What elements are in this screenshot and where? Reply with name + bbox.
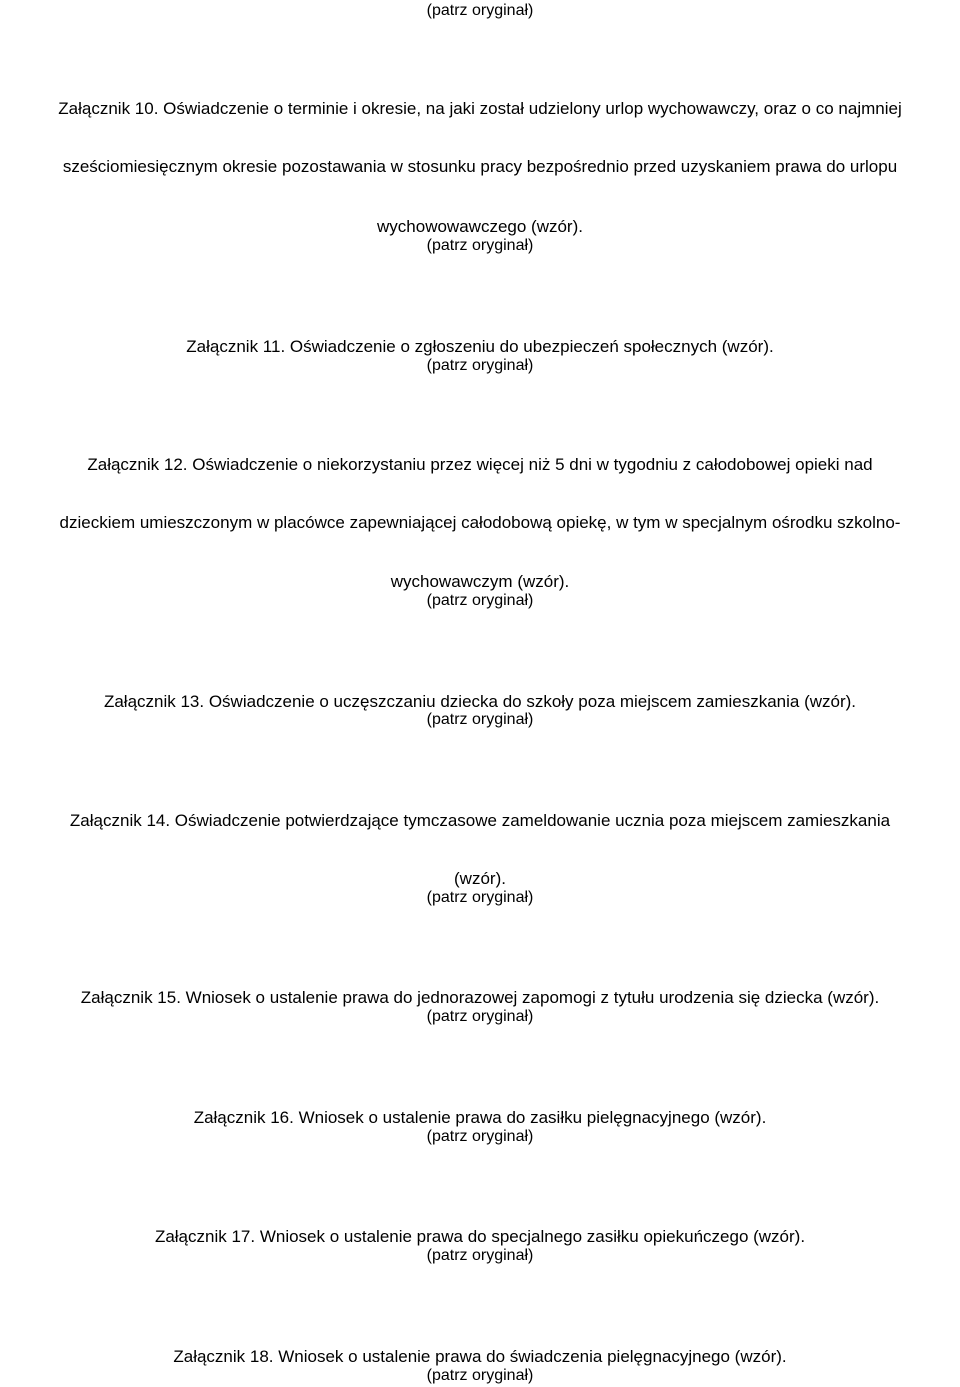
annex-12-line-2: dzieckiem umieszczonym w placówce zapewniającej całodobową opiekę, w tym w specjalnym ośrodku szkolno- (59, 513, 901, 532)
annex-15-line-1: Załącznik 15. Wniosek o ustalenie prawa do jednorazowej zapomogi z tytułu urodzenia się dziecka (wzór). (80, 988, 880, 1007)
annex-10-line-2: sześciomiesięcznym okresie pozostawania w stosunku pracy bezpośrednio przed uzyskaniem prawa do urlopu (62, 157, 898, 176)
original-note: (patrz oryginał) (426, 1367, 534, 1384)
original-note: (patrz oryginał) (426, 237, 534, 254)
original-note: (patrz oryginał) (426, 2, 534, 19)
original-note: (patrz oryginał) (426, 711, 534, 728)
annex-10-line-3: wychowowawczego (wzór). (377, 217, 583, 236)
original-note: (patrz oryginał) (426, 1128, 534, 1145)
annex-11-line-1: Załącznik 11. Oświadczenie o zgłoszeniu do ubezpieczeń społecznych (wzór). (186, 337, 774, 356)
original-note: (patrz oryginał) (426, 592, 534, 609)
annex-18-line-1: Załącznik 18. Wniosek o ustalenie prawa do świadczenia pielęgnacyjnego (wzór). (173, 1347, 787, 1366)
annex-14-line-2: (wzór). (454, 869, 506, 888)
annex-12-line-1: Załącznik 12. Oświadczenie o niekorzystaniu przez więcej niż 5 dni w tygodniu z całodobowej opieki nad (87, 455, 873, 474)
annex-13-line-1: Załącznik 13. Oświadczenie o uczęszczaniu dziecka do szkoły poza miejscem zamieszkania (wzór). (103, 692, 857, 711)
original-note: (patrz oryginał) (426, 1247, 534, 1264)
original-note: (patrz oryginał) (426, 1008, 534, 1025)
annex-10-line-1: Załącznik 10. Oświadczenie o terminie i okresie, na jaki został udzielony urlop wychowawczy, oraz o co najmniej (58, 99, 902, 118)
annex-16-line-1: Załącznik 16. Wniosek o ustalenie prawa do zasiłku pielęgnacyjnego (wzór). (193, 1108, 767, 1127)
annex-12-line-3: wychowawczym (wzór). (390, 572, 570, 591)
annex-17-line-1: Załącznik 17. Wniosek o ustalenie prawa do specjalnego zasiłku opiekuńczego (wzór). (154, 1227, 806, 1246)
original-note: (patrz oryginał) (426, 357, 534, 374)
annex-14-line-1: Załącznik 14. Oświadczenie potwierdzające tymczasowe zameldowanie ucznia poza miejscem zamieszkania (69, 811, 891, 830)
original-note: (patrz oryginał) (426, 889, 534, 906)
